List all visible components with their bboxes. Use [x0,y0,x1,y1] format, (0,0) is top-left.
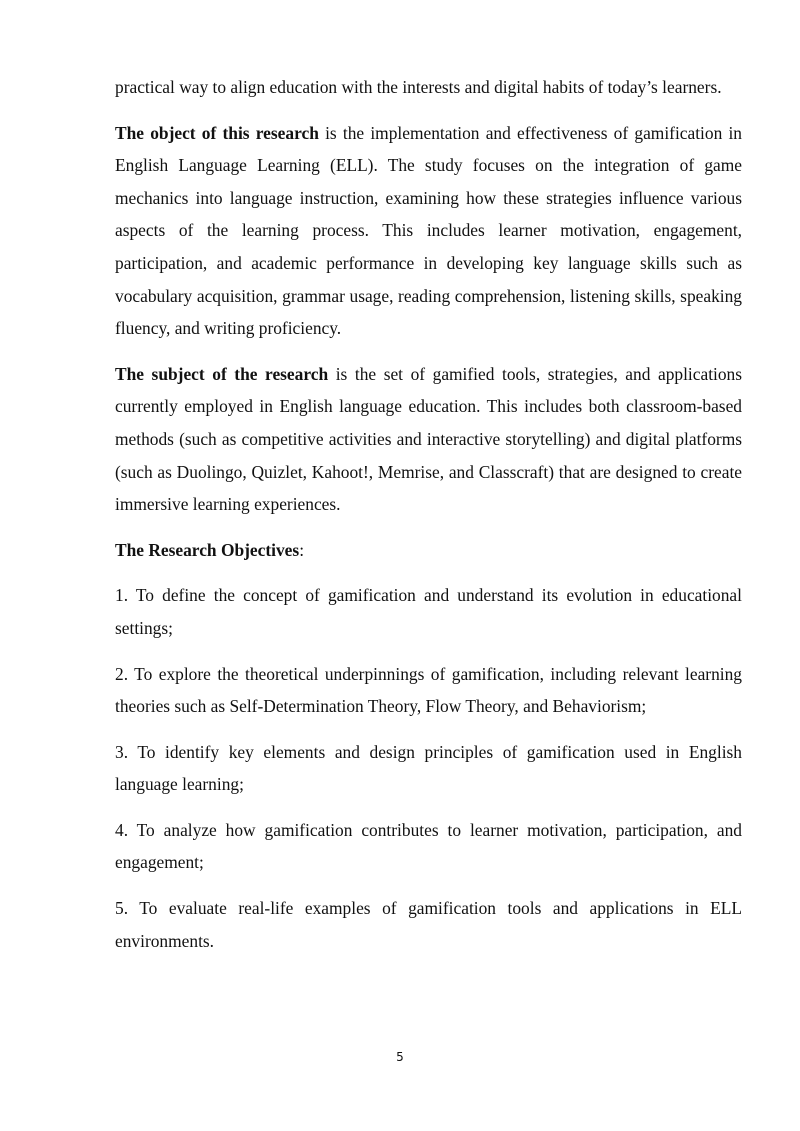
intro-paragraph [115,71,742,104]
objectives-heading-colon: : [299,539,305,560]
objective-item [115,814,742,879]
objectives-heading: The Research Objectives [115,539,300,560]
page-number: 5 [396,1050,404,1064]
objective-item [115,736,742,801]
objective-item [115,579,742,644]
subject-paragraph [115,358,742,521]
subject-text: is the set of gamified tools, strategies, and applications currently employed in English language education. This includes both classroom-based methods (such as competitive activities and interactive storytelling) and digital platforms (such as Duolingo, Quizlet, Kahoot!, Memrise, and Classcraft) that are designed to create immersive learning experiences. [115,363,743,515]
objective-item-text: 3. To identify key elements and design principles of gamification used in English language learning; [115,741,742,795]
objective-item [115,892,742,957]
object-heading: The object of this research [115,122,319,143]
objective-item-text: 5. To evaluate real-life examples of gamification tools and applications in ELL environments. [115,898,742,951]
objective-item-text: 1. To define the concept of gamification and understand its evolution in educational settings; [115,585,742,638]
object-paragraph [115,117,742,345]
page-body [115,71,742,957]
intro-paragraph-text: practical way to align education with the interests and digital habits of today’s learners. [115,77,722,97]
subject-heading: The subject of the research [115,363,329,384]
objective-item-text: 2. To explore the theoretical underpinnings of gamification, including relevant learning theories such as Self-Determination Theory, Flow Theory, and Behaviorism; [115,663,742,717]
objective-item-text: 4. To analyze how gamification contributes to learner motivation, participation, and engagement; [115,819,742,873]
object-text: is the implementation and effectiveness of gamification in English Language Learning (ELL). The study focuses on the integration of game mechanics into language instruction, examining how these strategies influence various aspects of the learning process. This includes learner motivation, engagement, participation, and academic performance in developing key language skills such as vocabulary acquisition, grammar usage, reading comprehension, listening skills, speaking fluency, and writing proficiency. [115,122,742,339]
objectives-heading-paragraph [115,534,742,567]
objective-item [115,658,742,723]
